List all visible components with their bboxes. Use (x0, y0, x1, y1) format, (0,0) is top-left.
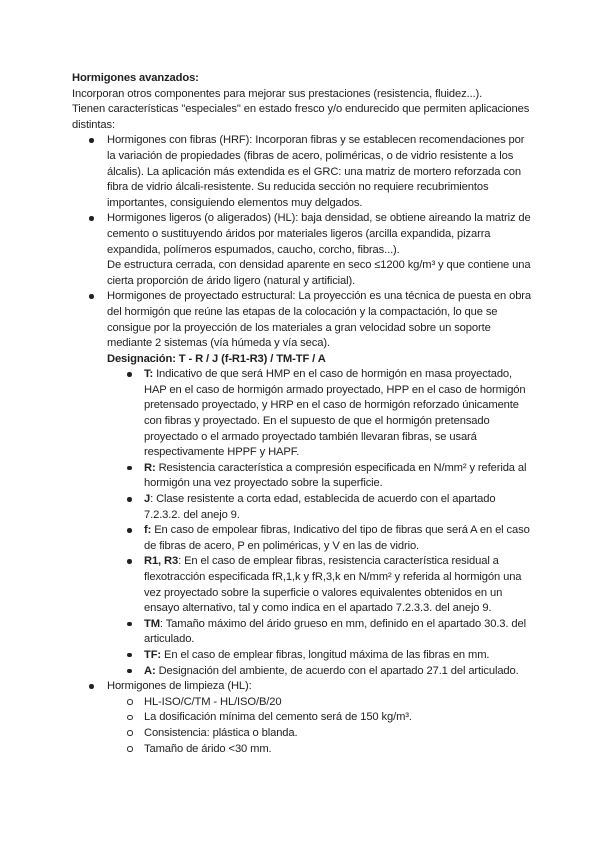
sublist-text: Resistencia característica a compresión especificada en N/mm² y referida al hormigón una vez proyectado sobre la superficie. (144, 461, 527, 490)
sublist-label: R: (144, 461, 156, 474)
sublist-item: Tamaño de árido <30 mm. (72, 742, 532, 758)
sublist-item-tm (72, 617, 532, 648)
list-item-text: Hormigones con fibras (HRF): Incorporan fibras y se establecen recomendaciones por la variación de propiedades (fibras de acero, poliméricas, o de vidrio resistente a los álcalis). La aplicación más extendida es el GRC: una matriz de mortero reforzada con fibra de vidrio álcali-resistente. Su reducida sección no requiere recubrimientos importantes, consiguiendo elementos muy delgados. (107, 134, 525, 209)
sublist-label: J (144, 493, 151, 506)
list-item-proyectado (72, 289, 532, 679)
designation-text: Designación: T - R / J (f-R1-R3) / TM-TF / A (107, 352, 326, 365)
sublist-text: : Tamaño máximo del árido grueso en mm, definido en el apartado 30.3. del articulado. (144, 617, 526, 646)
list-item-fibras (72, 133, 532, 211)
sublist-text: : Clase resistente a corta edad, establecida de acuerdo con el apartado 7.2.3.2. del anejo 9. (144, 493, 496, 521)
sublist-label: T: (144, 368, 154, 381)
document-body (72, 71, 532, 757)
list-item-limpieza (72, 679, 532, 757)
list-item-extra: De estructura cerrada, con densidad aparente en seco ≤1200 kg/m³ y que contiene una cierta proporción de árido ligero (natural y artificial). (107, 259, 531, 287)
sublist-item-r (72, 461, 532, 492)
sublist-text: Designación del ambiente, de acuerdo con el apartado 27.1 del articulado. (155, 664, 519, 677)
list-item-text: Hormigones de limpieza (HL): (107, 680, 252, 693)
sublist-label: R1, R3 (144, 555, 179, 568)
sublist-text: : En el caso de emplear fibras, resistencia característica residual a flexotracción especificada fR,1,k y fR,3,k en N/mm² y referida al hormigón una vez proyectado sobre la superficie o valores equivalentes obtenidos en un ensayo alternativo, tal y como indica en el apartado 7.2.3.3. del anejo 9. (144, 555, 522, 615)
section-title: Hormigones avanzados: (72, 72, 199, 84)
concrete-types-list (72, 133, 532, 757)
sublist-label: TF: (144, 648, 162, 661)
sublist-label: A: (144, 664, 156, 677)
list-item-text: Hormigones ligeros (o aligerados) (HL): baja densidad, se obtiene aireando la matriz de cemento o sustituyendo áridos por materiales ligeros (arcilla expandida, pizarra expandida, polímeros espumados, caucho, corcho, fibras...). (107, 212, 531, 256)
sublist-item: HL-ISO/C/TM - HL/ISO/B/20 (72, 695, 532, 711)
designation-sublist (107, 367, 532, 679)
sublist-item-a (72, 664, 532, 680)
sublist-item-f (72, 523, 532, 554)
list-item-text: Hormigones de proyectado estructural: La proyección es una técnica de puesta en obra del hormigón que reúne las etapas de la colocación y la compactación, lo que se consigue por la proyección de los materiales a gran velocidad sobre un soporte mediante 2 sistemas (vía húmeda y vía seca). (107, 290, 532, 350)
sublist-item-j (72, 492, 532, 523)
sublist-item: Consistencia: plástica o blanda. (72, 726, 532, 742)
sublist-item-r1-r3 (72, 554, 532, 616)
sublist-item-t (72, 367, 532, 461)
sublist-item-tf (72, 648, 532, 664)
designation-line (107, 352, 532, 368)
sublist-label: f: (144, 524, 152, 537)
limpieza-sublist (107, 695, 532, 757)
sublist-text: En caso de empolear fibras, Indicativo del tipo de fibras que será A en el caso de fibras de acero, P en poliméricas, y V en las de vidrio. (144, 524, 530, 552)
intro-line-1: Incorporan otros componentes para mejorar sus prestaciones (resistencia, fluidez...). (72, 87, 483, 100)
sublist-text: En el caso de emplear fibras, longitud máxima de las fibras en mm. (161, 648, 490, 661)
sublist-text: Indicativo de que será HMP en el caso de hormigón en masa proyectado, HAP en el caso de hormigón armado proyectado, HPP en el caso de hormigón pretensado proyectado, y HRP en el caso de hormigón reforzado únicamente con fibras y proyectado. En el supuesto de que el hormigón pretensado proyectado o el armado proyectado también llevaran fibras, se usará respectivamente HPPF y HAPF. (144, 368, 526, 459)
intro-line-2: Tienen características "especiales" en estado fresco y/o endurecido que permiten aplicaciones distintas: (72, 103, 530, 131)
sublist-label: TM (144, 617, 160, 630)
list-item-ligeros (72, 211, 532, 289)
sublist-item: La dosificación mínima del cemento será de 150 kg/m³. (72, 710, 532, 726)
